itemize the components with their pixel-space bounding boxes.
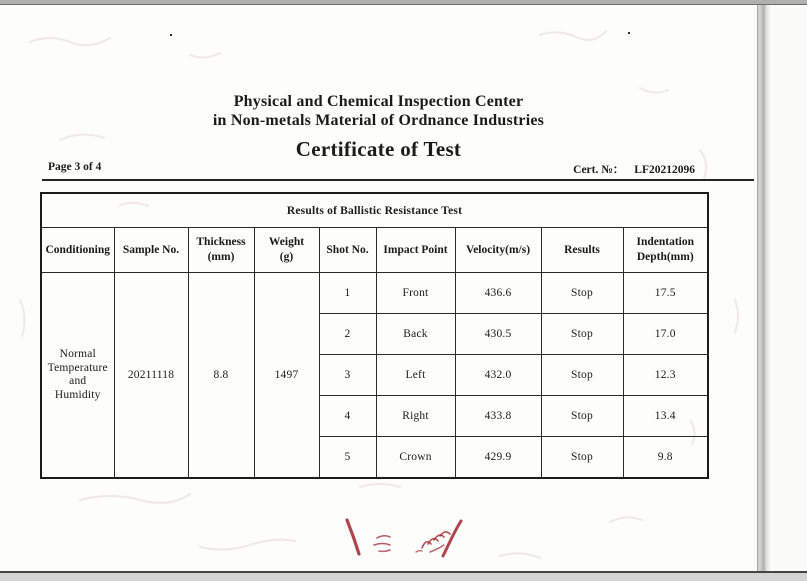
cell-shot-no: 2: [319, 314, 376, 355]
document-title: Certificate of Test: [295, 137, 462, 161]
col-shot-no: Shot No.: [319, 228, 376, 273]
table-header-row: [41, 228, 708, 273]
cell-thickness: 8.8: [188, 273, 254, 479]
cell-shot-no: 5: [319, 437, 376, 479]
cell-result: Stop: [541, 355, 623, 396]
col-velocity: Velocity(m/s): [455, 228, 541, 273]
cell-impact-point: Crown: [376, 437, 455, 479]
col-indentation-depth: Indentation Depth(mm): [623, 228, 708, 273]
cell-impact-point: Front: [376, 273, 455, 314]
cell-indentation: 13.4: [623, 396, 708, 437]
table-title-row: [41, 193, 708, 228]
col-thickness: Thickness (mm): [188, 228, 254, 273]
cell-impact-point: Right: [376, 396, 455, 437]
cert-number-value: LF20212096: [634, 164, 695, 176]
cell-impact-point: Left: [376, 355, 455, 396]
cell-indentation: 17.0: [623, 314, 708, 355]
cell-indentation: 17.5: [623, 273, 708, 314]
col-impact-point: Impact Point: [376, 228, 455, 273]
page-number-label: Page 3 of 4: [48, 161, 102, 173]
col-weight: Weight (g): [254, 228, 319, 273]
col-conditioning: Conditioning: [41, 228, 114, 273]
org-name-line2: in Non-metals Material of Ordnance Industries: [212, 112, 545, 129]
cell-velocity: 433.8: [455, 396, 541, 437]
cell-velocity: 430.5: [455, 314, 541, 355]
cell-indentation: 9.8: [623, 437, 708, 479]
cell-shot-no: 3: [319, 355, 376, 396]
cell-velocity: 432.0: [455, 355, 541, 396]
scan-page-edge-gutter: [757, 0, 770, 581]
cell-result: Stop: [541, 437, 623, 479]
cell-impact-point: Back: [376, 314, 455, 355]
col-results: Results: [541, 228, 623, 273]
certificate-number: [573, 161, 695, 177]
col-sample-no: Sample No.: [114, 228, 188, 273]
cell-velocity: 436.6: [455, 273, 541, 314]
ballistic-results-table: [40, 192, 709, 479]
org-name-line1: Physical and Chemical Inspection Center: [233, 93, 524, 110]
cell-velocity: 429.9: [455, 437, 541, 479]
cell-shot-no: 1: [319, 273, 376, 314]
cell-result: Stop: [541, 273, 623, 314]
cert-number-label: Cert. №：: [573, 164, 625, 176]
document-heading: [0, 92, 757, 162]
adjacent-page-area: [770, 0, 807, 581]
table-title: Results of Ballistic Resistance Test: [41, 193, 708, 228]
cell-weight: 1497: [254, 273, 319, 479]
cell-result: Stop: [541, 314, 623, 355]
table-row: [41, 273, 708, 314]
cell-shot-no: 4: [319, 396, 376, 437]
cell-conditioning: Normal Temperature and Humidity: [41, 273, 114, 479]
cell-result: Stop: [541, 396, 623, 437]
header-rule: [42, 179, 754, 181]
cell-sample-no: 20211118: [114, 273, 188, 479]
cell-indentation: 12.3: [623, 355, 708, 396]
